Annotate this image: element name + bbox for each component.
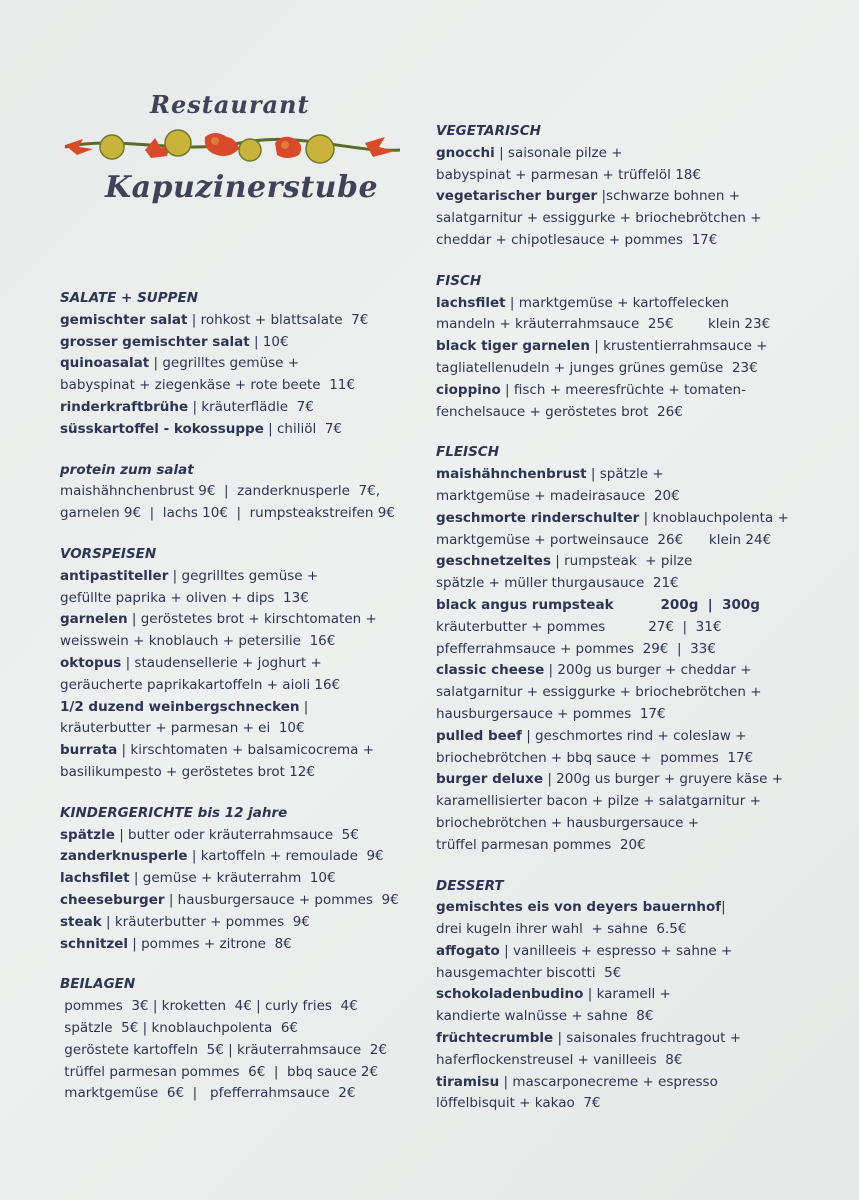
menu-section: [60, 974, 430, 1105]
menu-line: [436, 208, 816, 230]
dish-details: | knoblauchpolenta +: [639, 509, 789, 526]
dish-details: | staudensellerie + joghurt +: [121, 654, 322, 671]
menu-line: [436, 660, 816, 682]
menu-line: [60, 397, 430, 419]
dish-details: | rumpsteak + pilze: [550, 553, 693, 570]
dish-name: gnocchi: [436, 144, 495, 161]
dish-details: | kräuterbutter + pommes 9€: [101, 913, 310, 930]
right-menu-column: [436, 121, 816, 1134]
dish-details: briochebrötchen + bbq sauce + pommes 17€: [436, 749, 754, 766]
menu-section: [436, 121, 816, 252]
dish-details: hausgemachter biscotti 5€: [436, 964, 622, 981]
menu-line: [60, 631, 430, 653]
dish-details: kräuterbutter + pommes 27€ | 31€: [436, 618, 722, 635]
dish-name: pulled beef: [436, 727, 522, 744]
menu-line: [60, 419, 430, 441]
menu-section: [436, 442, 816, 856]
dish-details: | spätzle +: [586, 466, 664, 483]
menu-section: [60, 544, 430, 784]
dish-name: burrata: [60, 742, 118, 759]
menu-line: [436, 1093, 816, 1115]
dish-name: burger deluxe: [436, 771, 544, 788]
menu-line: [436, 1050, 816, 1072]
menu-line: [436, 143, 816, 165]
menu-line: [436, 380, 816, 402]
menu-line: [60, 653, 430, 675]
dish-details: geräucherte paprikakartoffeln + aioli 16€: [60, 676, 341, 693]
restaurant-header: [60, 90, 410, 220]
dish-name: früchtecrumble: [436, 1030, 554, 1047]
dish-name: schnitzel: [60, 935, 128, 952]
dish-name: garnelen: [60, 611, 128, 628]
dish-name: geschmorte rinderschulter: [436, 509, 640, 526]
menu-line: [436, 230, 816, 252]
dish-details: | butter oder kräuterrahmsauce 5€: [114, 826, 359, 843]
menu-line: [436, 791, 816, 813]
dish-details: | vanilleeis + espresso + sahne +: [499, 942, 733, 959]
dish-details: trüffel parmesan pommes 20€: [436, 836, 646, 853]
dish-details: | krustentierrahmsauce +: [589, 338, 768, 355]
dish-name: affogato: [436, 942, 500, 959]
menu-line: [60, 1062, 430, 1084]
menu-line: [60, 912, 430, 934]
dish-details: | rohkost + blattsalate 7€: [187, 311, 369, 328]
dish-name: schokoladenbudino: [436, 986, 584, 1003]
menu-line: [436, 1028, 816, 1050]
menu-line: [60, 934, 430, 956]
dish-details: | 200g us burger + gruyere käse +: [543, 771, 784, 788]
dish-details: | saisonale pilze +: [494, 144, 623, 161]
dish-name: oktopus: [60, 654, 122, 671]
menu-line: [436, 726, 816, 748]
dish-details: | kartoffeln + remoulade 9€: [187, 848, 384, 865]
menu-line: [436, 314, 816, 336]
menu-line: [436, 165, 816, 187]
menu-line: [60, 718, 430, 740]
dish-details: geröstete kartoffeln 5€ | kräuterrahmsauce 2€: [60, 1041, 387, 1058]
menu-line: [60, 353, 430, 375]
dish-details: basilikumpesto + geröstetes brot 12€: [60, 763, 315, 780]
menu-section: [436, 271, 816, 424]
dish-details: drei kugeln ihrer wahl + sahne 6.5€: [436, 921, 687, 938]
menu-line: [60, 481, 430, 503]
menu-line: [436, 486, 816, 508]
dish-details: haferflockenstreusel + vanilleeis 8€: [436, 1051, 683, 1068]
dish-details: |: [721, 899, 726, 916]
dish-name: classic cheese: [436, 662, 545, 679]
menu-line: [436, 1006, 816, 1028]
dish-name: gemischter salat: [60, 311, 188, 328]
dish-details: garnelen 9€ | lachs 10€ | rumpsteakstreifen 9€: [60, 505, 395, 522]
menu-line: [60, 1040, 430, 1062]
menu-line: [436, 835, 816, 857]
menu-line: [436, 358, 816, 380]
menu-line: [436, 639, 816, 661]
dish-details: babyspinat + ziegenkäse + rote beete 11€: [60, 377, 355, 394]
dish-details: marktgemüse + madeirasauce 20€: [436, 487, 680, 504]
dish-name: rinderkraftbrühe: [60, 398, 189, 415]
menu-line: [436, 984, 816, 1006]
dish-details: kräuterbutter + parmesan + ei 10€: [60, 720, 305, 737]
menu-line: [436, 293, 816, 315]
dish-details: | geschmortes rind + coleslaw +: [521, 727, 747, 744]
menu-section: [60, 803, 430, 956]
section-title: FISCH: [436, 272, 482, 289]
menu-line: [60, 697, 430, 719]
dish-details: |: [299, 698, 309, 715]
dish-name: grosser gemischter salat: [60, 333, 250, 350]
dish-name: 1/2 duzend weinbergschnecken: [60, 698, 300, 715]
menu-line: [60, 846, 430, 868]
menu-line: [60, 740, 430, 762]
menu-section: [436, 876, 816, 1116]
dish-details: | kirschtomaten + balsamicocrema +: [117, 742, 375, 759]
menu-line: [60, 588, 430, 610]
menu-line: [436, 919, 816, 941]
dish-name: spätzle: [60, 826, 115, 843]
dish-details: pommes 3€ | kroketten 4€ | curly fries 4€: [60, 998, 358, 1015]
menu-line: [60, 762, 430, 784]
dish-details: tagliatellenudeln + junges grünes gemüse 23€: [436, 359, 758, 376]
dish-details: salatgarnitur + essiggurke + briochebrötchen +: [436, 684, 762, 701]
menu-line: [60, 310, 430, 332]
menu-line: [436, 595, 816, 617]
menu-line: [436, 617, 816, 639]
dish-details: cheddar + chipotlesauce + pommes 17€: [436, 231, 718, 248]
section-title: VEGETARISCH: [436, 123, 541, 139]
dish-details: karamellisierter bacon + pilze + salatgarnitur +: [436, 793, 761, 810]
dish-details: | fisch + meeresfrüchte + tomaten-: [500, 381, 746, 398]
section-title: VORSPEISEN: [60, 545, 157, 562]
dish-details: | chiliöl 7€: [263, 420, 342, 437]
dish-details: hausburgersauce + pommes 17€: [436, 705, 666, 722]
dish-details: maishähnchenbrust 9€ | zanderknusperle 7€,: [60, 483, 381, 500]
dish-details: | karamell +: [583, 986, 671, 1003]
dish-details: spätzle 5€ | knoblauchpolenta 6€: [60, 1019, 299, 1036]
section-title: KINDERGERICHTE bis 12 jahre: [60, 804, 288, 821]
dish-name: tiramisu: [436, 1073, 500, 1090]
menu-line: [436, 508, 816, 530]
dish-name: süsskartoffel - kokossuppe: [60, 420, 264, 437]
menu-line: [436, 530, 816, 552]
dish-details: marktgemüse + portweinsauce 26€ klein 24€: [436, 531, 772, 548]
dish-name: maishähnchenbrust: [436, 466, 587, 483]
dish-name: cioppino: [436, 381, 501, 398]
menu-line: [60, 825, 430, 847]
menu-line: [60, 566, 430, 588]
menu-line: [60, 868, 430, 890]
dish-name: zanderknusperle: [60, 848, 188, 865]
dish-details: fenchelsauce + geröstetes brot 26€: [436, 403, 683, 420]
section-title: protein zum salat: [60, 461, 194, 478]
dish-name: vegetarischer burger: [436, 188, 598, 205]
dish-name: steak: [60, 913, 102, 930]
dish-details: trüffel parmesan pommes 6€ | bbq sauce 2€: [60, 1063, 379, 1080]
menu-line: [60, 609, 430, 631]
dish-details: | 200g us burger + cheddar +: [544, 662, 752, 679]
restaurant-name: Kapuzinerstube: [105, 170, 379, 205]
menu-line: [60, 332, 430, 354]
menu-line: [60, 1018, 430, 1040]
dish-name: lachsfilet: [436, 294, 506, 311]
menu-line: [436, 464, 816, 486]
menu-line: [60, 890, 430, 912]
dish-details: kandierte walnüsse + sahne 8€: [436, 1008, 654, 1025]
dish-details: | geröstetes brot + kirschtomaten +: [127, 611, 377, 628]
dish-details: | pommes + zitrone 8€: [127, 935, 292, 952]
menu-line: [436, 941, 816, 963]
menu-section: [60, 288, 430, 441]
menu-section: [60, 460, 430, 525]
dish-details: | marktgemüse + kartoffelecken: [505, 294, 729, 311]
dish-details: mandeln + kräuterrahmsauce 25€ klein 23€: [436, 316, 771, 333]
dish-details: | saisonales fruchtragout +: [553, 1030, 742, 1047]
section-title: DESSERT: [436, 877, 504, 894]
menu-line: [60, 503, 430, 525]
section-title: BEILAGEN: [60, 976, 136, 993]
dish-details: | gemüse + kräuterrahm 10€: [129, 870, 336, 887]
dish-details: babyspinat + parmesan + trüffelöl 18€: [436, 166, 701, 183]
nasturtium-flowers-garland: [60, 125, 405, 170]
menu-line: [436, 1072, 816, 1094]
section-title: FLEISCH: [436, 444, 499, 461]
dish-details: | 10€: [249, 333, 289, 350]
menu-line: [436, 573, 816, 595]
dish-name: black tiger garnelen: [436, 338, 590, 355]
menu-line: [60, 996, 430, 1018]
menu-line: [436, 336, 816, 358]
menu-line: [60, 1083, 430, 1105]
dish-details: | gegrilltes gemüse +: [149, 355, 300, 372]
dish-details: briochebrötchen + hausburgersauce +: [436, 814, 699, 831]
dish-details: löffelbisquit + kakao 7€: [436, 1095, 601, 1112]
menu-line: [436, 186, 816, 208]
dish-name: gemischtes eis von deyers bauernhof: [436, 899, 722, 916]
menu-line: [60, 675, 430, 697]
dish-name: cheeseburger: [60, 891, 165, 908]
menu-line: [436, 748, 816, 770]
dish-name: lachsfilet: [60, 870, 130, 887]
section-title: SALATE + SUPPEN: [60, 290, 199, 306]
menu-line: [436, 963, 816, 985]
menu-line: [436, 704, 816, 726]
dish-details: |schwarze bohnen +: [597, 188, 741, 205]
dish-name: black angus rumpsteak 200g | 300g: [436, 596, 760, 613]
dish-details: spätzle + müller thurgausauce 21€: [436, 575, 679, 592]
dish-details: marktgemüse 6€ | pfefferrahmsauce 2€: [60, 1085, 356, 1102]
dish-details: weisswein + knoblauch + petersilie 16€: [60, 633, 336, 650]
dish-details: | gegrilltes gemüse +: [168, 567, 319, 584]
menu-line: [436, 682, 816, 704]
menu-line: [60, 375, 430, 397]
dish-name: quinoasalat: [60, 355, 150, 372]
menu-line: [436, 402, 816, 424]
menu-line: [436, 813, 816, 835]
menu-line: [436, 769, 816, 791]
menu-line: [436, 551, 816, 573]
dish-name: antipastiteller: [60, 567, 169, 584]
menu-line: [436, 897, 816, 919]
restaurant-label: Restaurant: [150, 90, 310, 119]
dish-details: salatgarnitur + essiggurke + briochebrötchen +: [436, 210, 762, 227]
dish-details: | kräuterflädle 7€: [188, 398, 314, 415]
left-menu-column: [60, 288, 430, 1124]
dish-details: | hausburgersauce + pommes 9€: [164, 891, 399, 908]
dish-name: geschnetzeltes: [436, 553, 551, 570]
dish-details: gefüllte paprika + oliven + dips 13€: [60, 589, 309, 606]
dish-details: pfefferrahmsauce + pommes 29€ | 33€: [436, 640, 716, 657]
dish-details: | mascarponecreme + espresso: [499, 1073, 718, 1090]
